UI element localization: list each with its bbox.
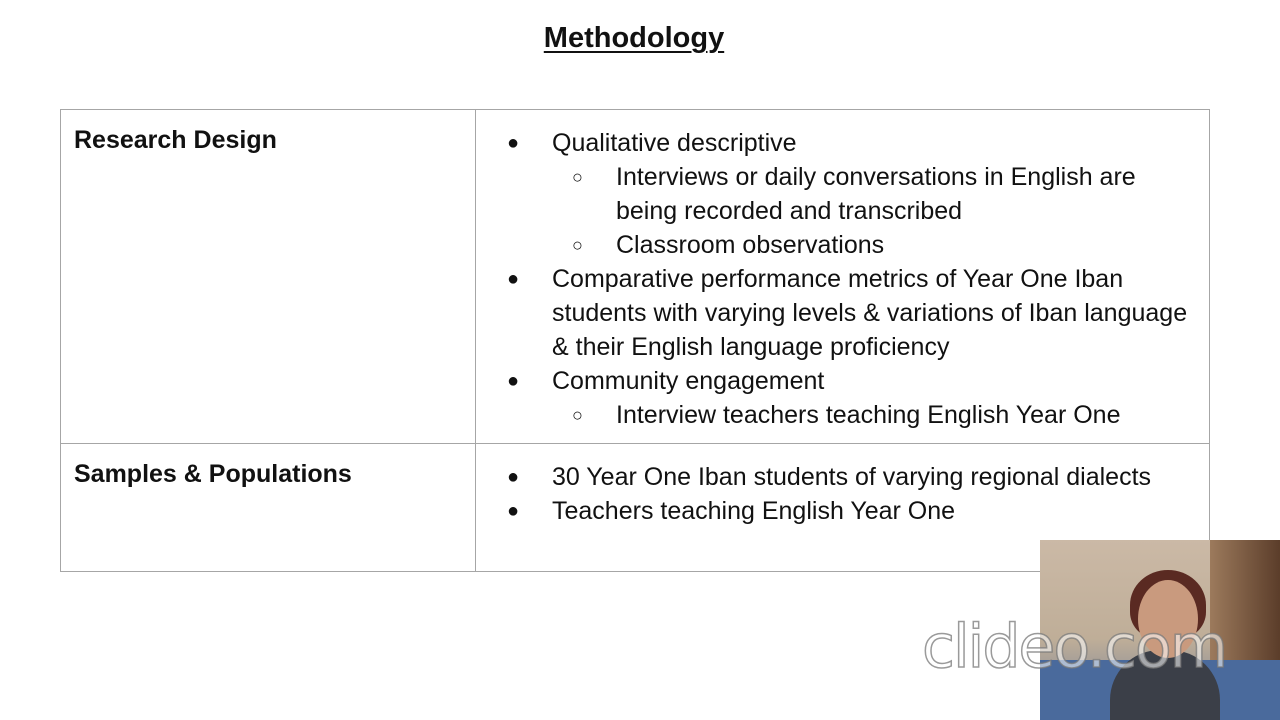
list-item bbox=[476, 228, 1201, 262]
bullet-filled-icon: ● bbox=[507, 268, 520, 290]
list-item bbox=[476, 262, 1201, 364]
list-item bbox=[476, 494, 1201, 528]
bullet-hollow-icon: ○ bbox=[572, 405, 583, 425]
table-row bbox=[61, 444, 1210, 572]
methodology-table bbox=[60, 109, 1210, 572]
watermark-logo: clideo.com bbox=[922, 612, 1227, 682]
list-item-text: Classroom observations bbox=[616, 231, 885, 259]
list-item bbox=[476, 160, 1201, 228]
list-item bbox=[476, 364, 1201, 398]
list-item bbox=[476, 126, 1201, 160]
slide-title: Methodology bbox=[543, 22, 725, 54]
bullet-filled-icon: ● bbox=[507, 132, 520, 154]
list-item-text: Qualitative descriptive bbox=[552, 129, 797, 157]
list-item-text: Interview teachers teaching English Year One bbox=[616, 401, 1121, 429]
list-item-text: 30 Year One Iban students of varying regional dialects bbox=[552, 463, 1152, 491]
table-row bbox=[61, 110, 1210, 444]
list-item-text: Community engagement bbox=[552, 367, 825, 395]
list-item-text: Interviews or daily conversations in English are being recorded and transcribed bbox=[616, 163, 1136, 225]
row-label-research-design: Research Design bbox=[61, 110, 476, 444]
row-content-research-design bbox=[476, 110, 1210, 444]
bullet-hollow-icon: ○ bbox=[572, 167, 583, 187]
bullet-filled-icon: ● bbox=[507, 370, 520, 392]
bullet-filled-icon: ● bbox=[507, 500, 520, 522]
list-item bbox=[476, 398, 1201, 432]
bullet-hollow-icon: ○ bbox=[572, 235, 583, 255]
list-item-text: Comparative performance metrics of Year One Iban students with varying levels & variations of Iban language & their English language proficiency bbox=[552, 265, 1188, 361]
list-item-text: Teachers teaching English Year One bbox=[552, 497, 956, 525]
list-item bbox=[476, 460, 1201, 494]
row-label-samples-populations: Samples & Populations bbox=[61, 444, 476, 572]
bullet-filled-icon: ● bbox=[507, 466, 520, 488]
